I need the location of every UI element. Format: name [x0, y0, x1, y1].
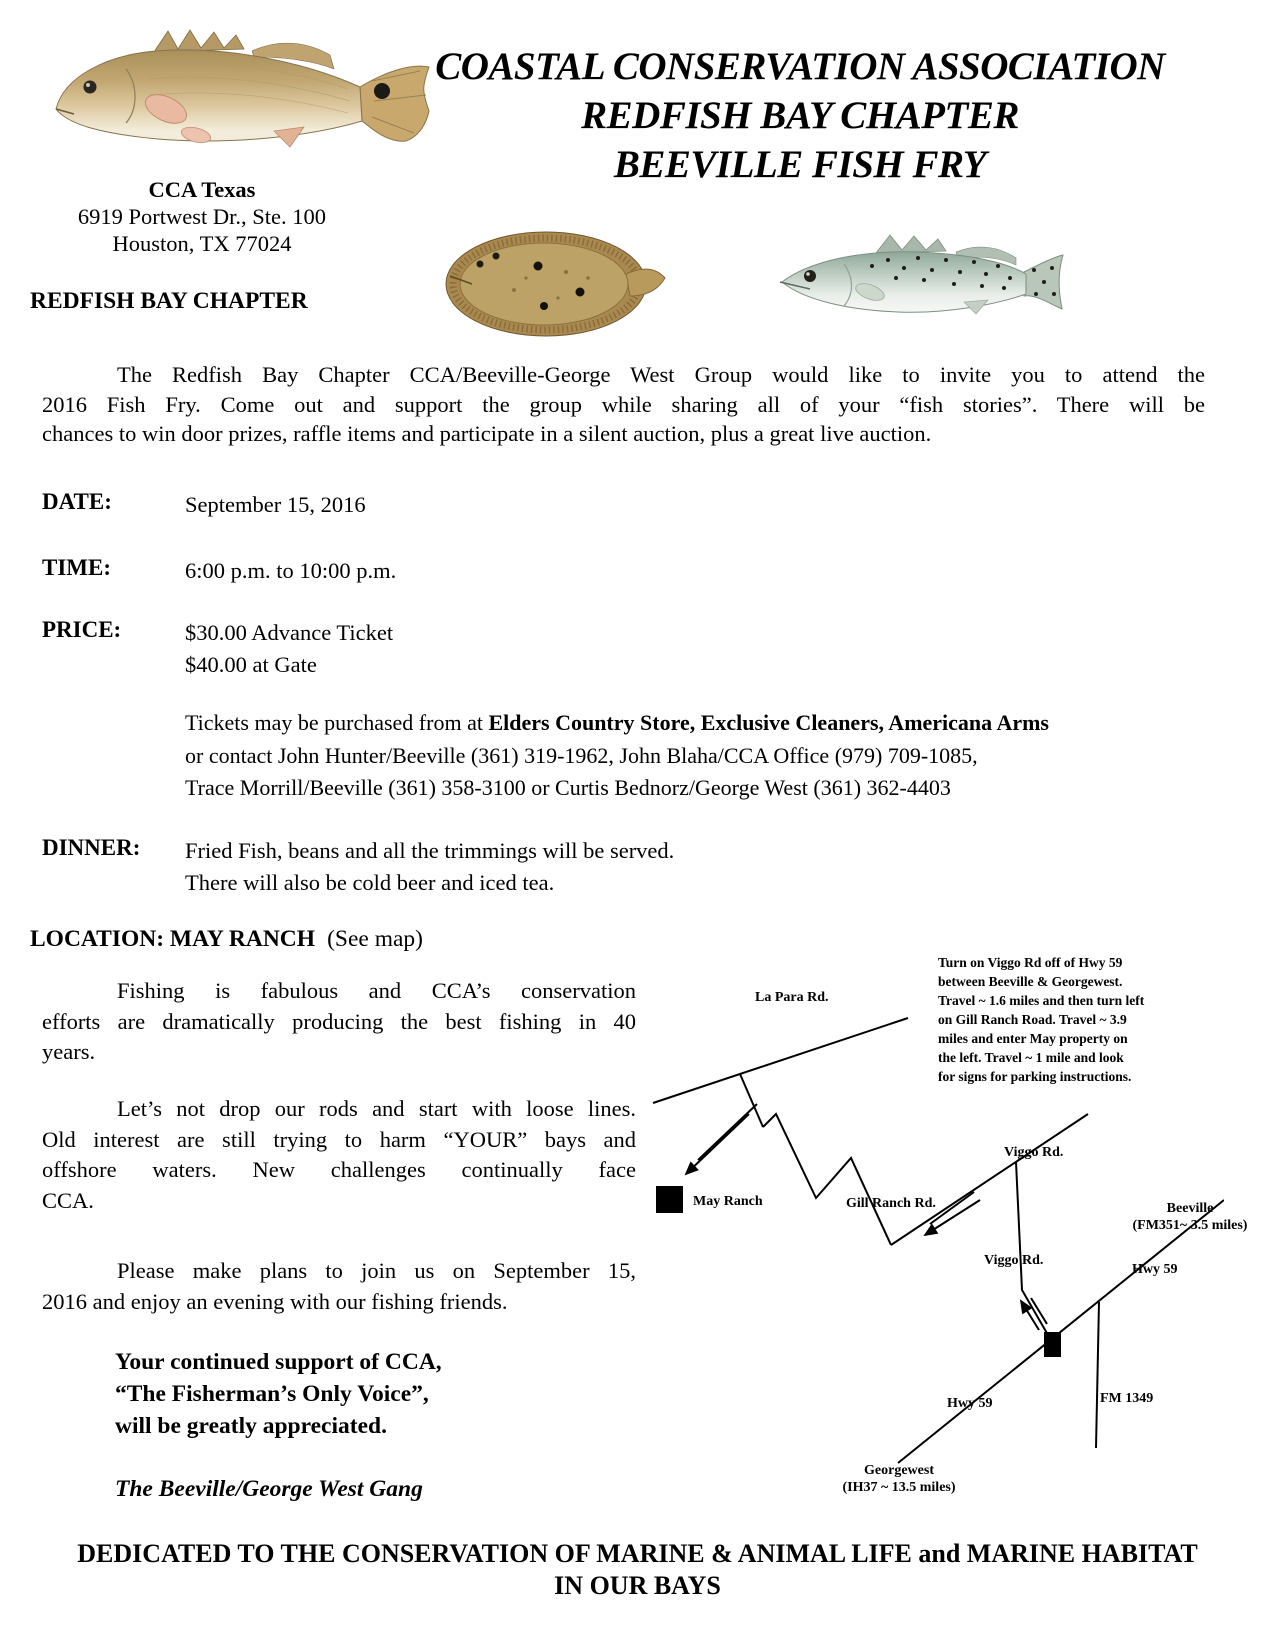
seatrout-eye	[804, 270, 816, 282]
may-ranch-marker	[656, 1186, 683, 1213]
fm1349-label: FM 1349	[1100, 1391, 1154, 1406]
p1-line: efforts are dramatically producing the best fishing in 40	[42, 1008, 636, 1034]
dinner-values	[185, 835, 674, 899]
org-address-block	[37, 176, 367, 257]
tickets-line-3: Trace Morrill/Beeville (361) 358-3100 or Curtis Bednorz/George West (361) 362-4403	[185, 775, 951, 800]
intro-line: The Redfish Bay Chapter CCA/Beeville-George West Group would like to invite you to attend the	[117, 362, 1205, 387]
support-line: Your continued support of CCA,	[115, 1349, 442, 1375]
redfish-image	[38, 25, 438, 185]
price-gate: $40.00 at Gate	[185, 652, 317, 677]
price-label: PRICE:	[42, 617, 122, 642]
redfish-spiny-dorsal-fin	[154, 30, 244, 52]
redfish-eye	[84, 81, 97, 94]
support-line: will be greatly appreciated.	[115, 1413, 387, 1439]
signature-line: The Beeville/George West Gang	[115, 1476, 423, 1502]
viggo-road-upper-label: Viggo Rd.	[1004, 1145, 1064, 1160]
hwy59-lower-label: Hwy 59	[947, 1396, 993, 1411]
price-advance: $30.00 Advance Ticket	[185, 620, 394, 645]
flounder-eye-1	[477, 261, 484, 268]
org-address-line1: 6919 Portwest Dr., Ste. 100	[77, 204, 327, 229]
georgewest-label: Georgewest (IH37 ~ 13.5 miles)	[799, 1462, 999, 1496]
directions-line: Turn on Viggo Rd off of Hwy 59	[938, 955, 1123, 970]
map-directions-text	[938, 953, 1144, 1086]
support-statement	[115, 1346, 442, 1442]
p3-line: 2016 and enjoy an evening with our fishing friends.	[42, 1288, 508, 1314]
may-ranch-arrow-shaft	[698, 1104, 757, 1160]
body-paragraph-3	[42, 1256, 636, 1317]
time-label: TIME:	[42, 555, 111, 580]
viggo-road-lower-label: Viggo Rd.	[984, 1253, 1044, 1268]
tickets-line-2: or contact John Hunter/Beeville (361) 319-1962, John Blaha/CCA Office (979) 709-1085,	[185, 742, 978, 768]
p1-line: Fishing is fabulous and CCA’s conservation	[117, 978, 636, 1003]
p2-line: Old interest are still trying to harm “YOUR” bays and	[42, 1126, 636, 1152]
location-map	[618, 898, 1248, 1512]
viggo-road-lower-line	[1016, 1162, 1048, 1335]
directions-line: Travel ~ 1.6 miles and then turn left	[938, 993, 1145, 1008]
tickets-paragraph	[185, 707, 1215, 805]
dinner-line-1: Fried Fish, beans and all the trimmings will be served.	[185, 838, 675, 863]
p2-line: CCA.	[42, 1187, 94, 1213]
body-paragraph-1	[42, 976, 636, 1068]
support-line: “The Fisherman’s Only Voice”,	[115, 1381, 429, 1407]
directions-line: on Gill Ranch Road. Travel ~ 3.9	[938, 1012, 1127, 1027]
dinner-label: DINNER:	[42, 835, 141, 860]
la-para-road-label: La Para Rd.	[755, 990, 829, 1005]
directions-line: for signs for parking instructions.	[938, 1069, 1132, 1084]
flounder-image	[428, 226, 668, 341]
p1-line: years.	[42, 1039, 96, 1064]
location-title: LOCATION: MAY RANCH	[30, 926, 316, 952]
flounder-illustration	[428, 226, 668, 341]
time-value: 6:00 p.m. to 10:00 p.m.	[185, 558, 397, 583]
georgewest-distance-note: (IH37 ~ 13.5 miles)	[842, 1480, 956, 1495]
date-label: DATE:	[42, 489, 112, 514]
directions-line: miles and enter May property on	[938, 1031, 1128, 1046]
may-ranch-label: May Ranch	[693, 1194, 763, 1209]
location-see-map-note: (See map)	[327, 926, 423, 952]
dinner-line-2: There will also be cold beer and iced tea.	[185, 870, 555, 895]
seatrout-body	[782, 252, 1026, 312]
dedication-line-1: DEDICATED TO THE CONSERVATION OF MARINE & ANIMAL LIFE and MARINE HABITAT	[77, 1539, 1198, 1568]
hwy59-upper-label: Hwy 59	[1132, 1262, 1178, 1277]
chapter-heading: REDFISH BAY CHAPTER	[30, 288, 308, 314]
p2-line: Let’s not drop our rods and start with loose lines.	[117, 1096, 636, 1121]
location-heading	[30, 926, 423, 953]
hwy59-line	[898, 1200, 1224, 1463]
org-address-line2: Houston, TX 77024	[112, 231, 292, 256]
p3-line: Please make plans to join us on September 15,	[117, 1258, 636, 1283]
title-line-3: BEEVILLE FISH FRY	[613, 143, 987, 186]
tickets-intro-text: Tickets may be purchased from at	[185, 710, 489, 735]
title-line-1: COASTAL CONSERVATION ASSOCIATION	[435, 45, 1165, 88]
seatrout-spiny-dorsal-fin	[876, 235, 946, 253]
gill-ranch-road-label: Gill Ranch Rd.	[846, 1196, 936, 1211]
redfish-illustration	[38, 25, 438, 185]
p2-line: offshore waters. New challenges continually face	[42, 1157, 636, 1182]
date-value: September 15, 2016	[185, 492, 366, 517]
dedication-footer	[15, 1538, 1260, 1602]
flounder-tail-fin	[626, 269, 665, 296]
page-title	[380, 42, 1220, 189]
intro-line: chances to win door prizes, raffle items and participate in a silent auction, plus a great live auction.	[42, 421, 932, 446]
may-ranch-arrow	[686, 1114, 749, 1174]
flounder-body	[460, 243, 628, 325]
la-para-road-line	[653, 1018, 908, 1103]
gill-ranch-road-line	[763, 1114, 891, 1245]
org-name: CCA Texas	[148, 177, 256, 202]
seatrout-illustration	[768, 228, 1066, 332]
dedication-line-2: IN OUR BAYS	[554, 1571, 721, 1600]
fm1349-line	[1096, 1302, 1099, 1448]
directions-line: the left. Travel ~ 1 mile and look	[938, 1050, 1124, 1065]
intro-paragraph	[42, 360, 1205, 449]
beeville-label: Beeville (FM351~ 3.5 miles)	[1090, 1200, 1275, 1234]
tickets-line-1	[185, 707, 1215, 740]
beeville-distance-note: (FM351~ 3.5 miles)	[1132, 1218, 1248, 1233]
tickets-store-names: Elders Country Store, Exclusive Cleaners, Americana Arms	[488, 710, 1049, 735]
intro-line: 2016 Fish Fry. Come out and support the group while sharing all of your “fish stories”. There will be	[42, 391, 1205, 417]
body-paragraph-2	[42, 1094, 636, 1216]
title-line-2: REDFISH BAY CHAPTER	[581, 94, 1019, 137]
price-values	[185, 617, 393, 681]
directions-line: between Beeville & Georgewest.	[938, 974, 1123, 989]
seatrout-image	[768, 228, 1066, 332]
flounder-eye-2	[493, 253, 500, 260]
viggo-road-upper-line	[891, 1114, 1088, 1245]
hwy59-viggo-junction-marker	[1044, 1332, 1061, 1357]
